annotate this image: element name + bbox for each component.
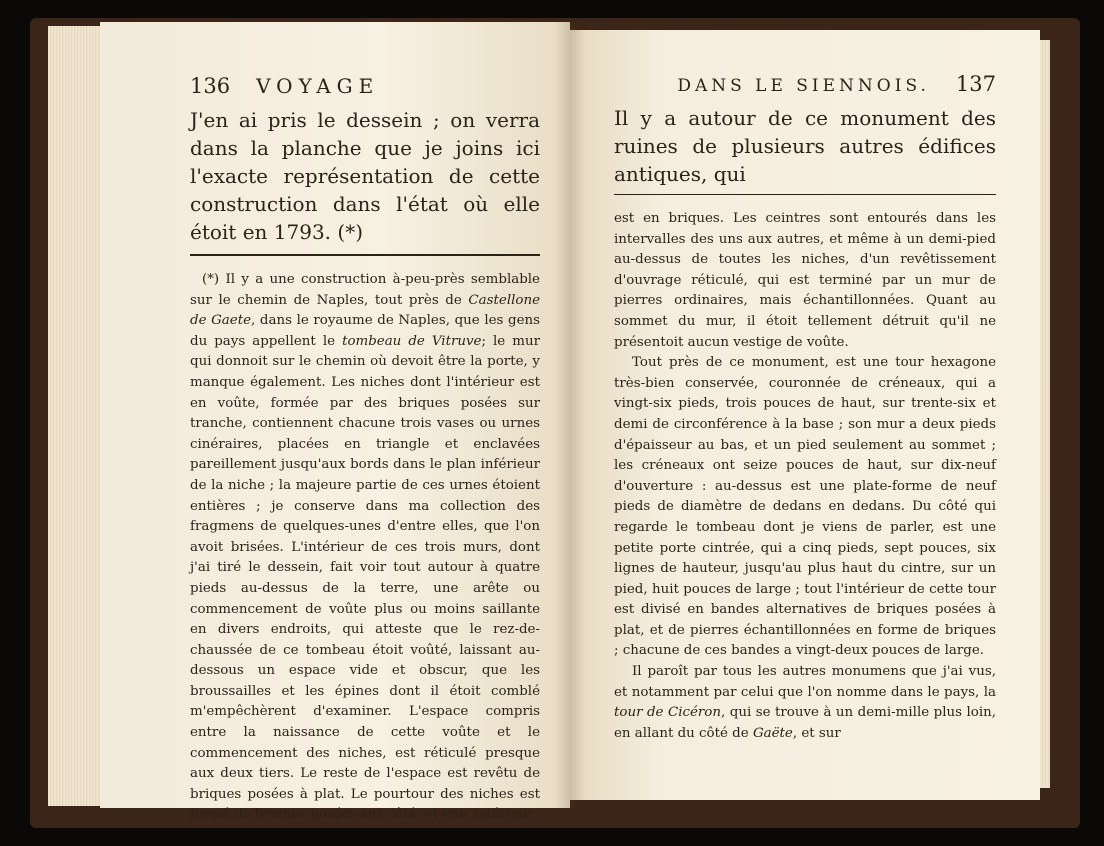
left-main-text: J'en ai pris le dessein ; on verra dans la planche que je joins ici l'exacte représentation de cette construction dans l'état où elle étoit en 1793. (*) — [190, 108, 540, 244]
book-gutter — [555, 22, 585, 808]
paragraph-tower: Tout près de ce monument, est une tour hexagone très-bien conservée, couronnée de créneaux, qui a vingt-six pieds, trois pouces de haut, sur trente-six et demi de circonférence à la base ; son mur a deux pieds d'épaisseur au bas, et un pied seulement au sommet ; les créneaux ont seize pouces de haut, sur dix-neuf d'ouverture : au-dessus est une plate-forme de neuf pieds de diamètre de dedans en dedans. Du côté qui regarde le tombeau dont je viens de parler, est une petite porte cintrée, qui a cinq pieds, sept pouces, six lignes de hauteur, jusqu'au plus haut du cintre, sur un pied, huit pouces de large ; tout l'intérieur de cette tour est divisé en bandes alternatives de briques posées à plat, et de pierres échantillonnées en forme de briques ; chacune de ces bandes a vingt-deux pouces de large. — [614, 355, 996, 659]
left-page-header — [190, 74, 540, 98]
right-page-header — [614, 72, 996, 96]
left-footnote: (*) Il y a une construction à-peu-près semblable sur le chemin de Naples, tout près de Castellone de Gaete, dans le royaume de Naples, que les gens du pays appellent le tombeau de Vitruve; le mur qui donnoit sur le chemin où devoit être la porte, y manque également. Les niches dont l'intérieur est en voûte, formée par des briques posées sur tranche, contiennent chacune trois vases ou urnes cinéraires, placées en triangle et enclavées pareillement jusqu'aux bords dans le plan inférieur de la niche ; la majeure partie de ces urnes étoient entières ; je conserve dans ma collection des fragmens de quelques-unes d'entre elles, que l'on avoit brisées. L'intérieur de ces trois murs, dont j'ai tiré le dessein, fait voir tout autour à quatre pieds au-dessus de la terre, une arête ou commencement de voûte plus ou moins saillante en divers endroits, qui atteste que le rez-de-chaussée de ce tombeau étoit voûté, laissant au-dessous un espace vide et obscur, que les broussailles et les épines dont il étoit comblé m'empêchèrent d'examiner. L'espace compris entre la naissance de cette voûte et le commencement des niches, est réticulé presque aux deux tiers. Le reste de l'espace est revêtu de briques posées à plat. Le pourtour des niches est formé de briques posées sur côté, et leur intérieur — [190, 272, 540, 823]
right-main-text: Il y a autour de ce monument des ruines de plusieurs autres édifices antiques, qui — [614, 106, 996, 186]
right-body-text — [614, 209, 996, 744]
right-page-number: 137 — [955, 72, 996, 96]
footnote-rule — [190, 254, 540, 256]
paragraph-monuments: Il paroît par tous les autres monumens que j'ai vus, et notamment par celui que l'on nomme dans le pays, la tour de Cicéron, qui se trouve à un demi-mille plus loin, en allant du côté de Gaëte, et sur — [614, 664, 996, 741]
left-running-head: VOYAGE — [256, 74, 380, 98]
right-footnote-rule — [614, 194, 996, 195]
right-page — [570, 30, 1040, 800]
left-page-edges — [48, 26, 108, 806]
right-running-head: DANS LE SIENNOIS. — [677, 76, 930, 96]
left-page-number: 136 — [190, 74, 231, 98]
footnote-continued: est en briques. Les ceintres sont entourés dans les intervalles des uns aux autres, et même à un demi-pied au-dessus de toutes les niches, d'un revêtissement d'ouvrage réticulé, qui est terminé par un mur de pierres ordinaires, mais échantillonnées. Quant au sommet du mur, il étoit tellement détruit qu'il ne présentoit aucun vestige de voûte. — [614, 211, 996, 350]
left-page — [100, 22, 570, 823]
